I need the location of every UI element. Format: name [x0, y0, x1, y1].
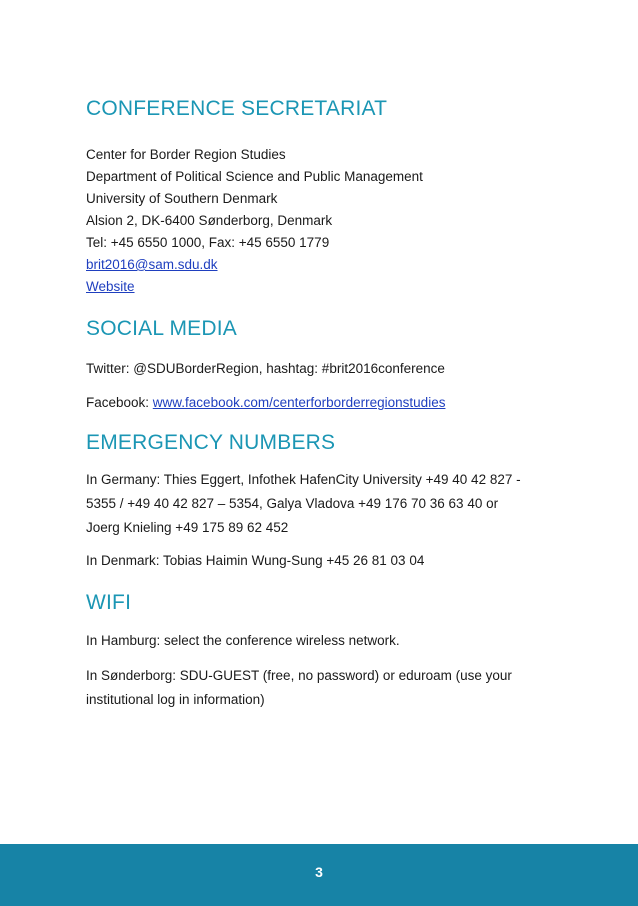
germany-line: 5355 / +49 40 42 827 – 5354, Galya Vladova +49 176 70 36 63 40 or — [86, 496, 499, 511]
wifi-section — [86, 590, 586, 712]
secretariat-line: Department of Political Science and Public Management — [86, 169, 423, 184]
germany-line: Joerg Knieling +49 175 89 62 452 — [86, 520, 289, 535]
social-heading: SOCIAL MEDIA — [86, 317, 237, 340]
wifi-heading: WIFI — [86, 591, 132, 614]
emergency-section — [86, 430, 586, 572]
denmark-line: In Denmark: Tobias Haimin Wung-Sung +45 26 81 03 04 — [86, 553, 425, 568]
secretariat-line: University of Southern Denmark — [86, 191, 278, 206]
page-content — [86, 96, 586, 712]
facebook-link[interactable]: www.facebook.com/centerforborderregionstudies — [152, 395, 446, 410]
secretariat-line: Alsion 2, DK-6400 Sønderborg, Denmark — [86, 213, 333, 228]
emergency-heading: EMERGENCY NUMBERS — [86, 431, 336, 454]
page-footer — [0, 844, 638, 906]
twitter-line: Twitter: @SDUBorderRegion, hashtag: #brit2016conference — [86, 361, 445, 376]
social-section — [86, 316, 586, 414]
facebook-line — [86, 392, 586, 414]
secretariat-heading: CONFERENCE SECRETARIAT — [86, 97, 388, 120]
email-link[interactable]: brit2016@sam.sdu.dk — [86, 257, 218, 272]
sonderborg-line: institutional log in information) — [86, 692, 265, 707]
facebook-label: Facebook: — [86, 395, 153, 410]
secretariat-line: Center for Border Region Studies — [86, 147, 286, 162]
germany-line: In Germany: Thies Eggert, Infothek HafenCity University +49 40 42 827 - — [86, 472, 521, 487]
sonderborg-line: In Sønderborg: SDU-GUEST (free, no password) or eduroam (use your — [86, 668, 512, 683]
hamburg-line: In Hamburg: select the conference wireless network. — [86, 633, 400, 648]
website-link[interactable]: Website — [86, 279, 135, 294]
secretariat-section — [86, 96, 586, 298]
secretariat-line: Tel: +45 6550 1000, Fax: +45 6550 1779 — [86, 235, 330, 250]
page-number: 3 — [315, 864, 323, 880]
